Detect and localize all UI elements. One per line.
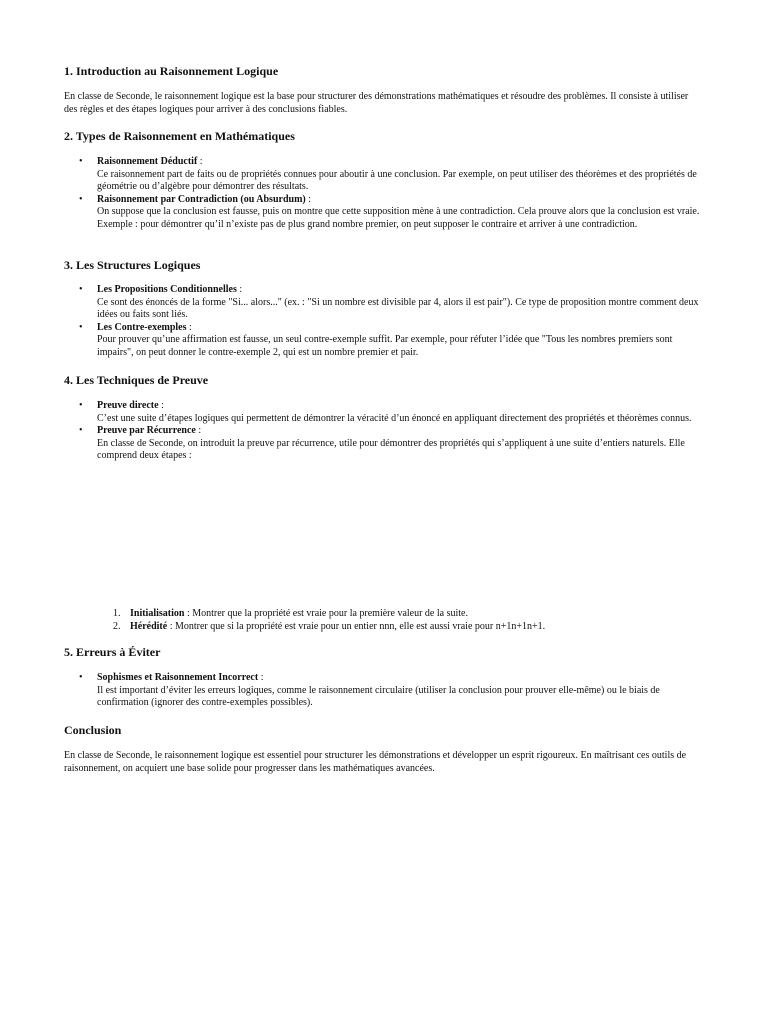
bullet-list [64, 156, 704, 232]
item-text: : Montrer que la propriété est vraie pour la première valeur de la suite. [184, 608, 468, 619]
list-item [64, 284, 704, 322]
item-description: Pour prouver qu’une affirmation est fausse, un seul contre-exemple suffit. Par exemple, pour réfuter l’idée que "Tous les nombres premiers sont impairs", on peut donner le contre-exemple 2, qui est un nombre premier et pair. [97, 334, 673, 358]
section-heading: 5. Erreurs à Éviter [64, 645, 161, 659]
section-errors-list [64, 672, 704, 710]
item-separator: : [195, 425, 202, 437]
item-separator: : [197, 156, 203, 167]
item-number: 2. [113, 620, 121, 632]
list-item [64, 400, 704, 425]
item-text: : Montrer que si la propriété est vraie pour un entier nnn, elle est aussi vraie pour n+1n+1n+1. [167, 620, 546, 632]
item-term: Sophismes et Raisonnement Incorrect [97, 672, 259, 683]
item-term: Les Contre-exemples [97, 321, 187, 333]
item-term: Initialisation [130, 608, 185, 619]
item-separator: : [258, 672, 264, 683]
item-separator: : [158, 400, 164, 411]
bullet-icon: • [79, 321, 83, 333]
bullet-icon: • [79, 672, 83, 683]
section-conclusion [64, 723, 704, 738]
item-description: Il est important d’éviter les erreurs logiques, comme le raisonnement circulaire (utiliser la conclusion pour prouver elle-même) ou le biais de confirmation (ignorer des contre-exemples possibles). [97, 684, 660, 709]
item-description: Ce sont des énoncés de la forme "Si... alors..." (ex. : "Si un nombre est divisible par 4, alors il est pair"). Ce type de proposition montre comment deux idées ou faits sont liés. [97, 296, 699, 321]
list-item [64, 156, 704, 194]
item-term: Hérédité [130, 620, 168, 632]
paragraph: En classe de Seconde, le raisonnement logique est la base pour structurer des démonstrations mathématiques et résoudre des problèmes. Il consiste à utiliser des règles et des étapes logiques pour arriver à des conclusions fiables. [64, 91, 689, 115]
list-item [64, 672, 704, 710]
item-term: Raisonnement par Contradiction (ou Absurdum) [97, 193, 306, 205]
bullet-list [64, 400, 704, 463]
item-term: Les Propositions Conditionnelles [97, 284, 237, 295]
section-structures [64, 258, 704, 273]
recurrence-steps [64, 608, 704, 633]
bullet-icon: • [79, 400, 83, 411]
bullet-icon: • [79, 156, 83, 167]
list-item [64, 194, 704, 232]
bullet-icon: • [79, 425, 83, 437]
list-item [64, 608, 704, 621]
item-term: Preuve par Récurrence [97, 425, 196, 437]
section-types-list [64, 156, 704, 232]
section-heading: 3. Les Structures Logiques [64, 258, 201, 272]
bullet-list [64, 672, 704, 710]
section-heading: Conclusion [64, 723, 122, 737]
numbered-list [64, 608, 704, 633]
section-heading: 4. Les Techniques de Preuve [64, 373, 209, 387]
item-description: Ce raisonnement part de faits ou de propriétés connues pour aboutir à une conclusion. Par exemple, on peut utiliser des théorèmes et des propriétés de géométrie ou d’algèbre pour démontrer des résultats. [97, 168, 697, 193]
section-introduction-body [64, 91, 704, 116]
section-errors [64, 645, 704, 660]
list-item [64, 425, 704, 463]
section-heading: 1. Introduction au Raisonnement Logique [64, 64, 279, 78]
section-introduction [64, 64, 704, 79]
item-number: 1. [113, 608, 121, 619]
item-description: On suppose que la conclusion est fausse, puis on montre que cette supposition mène à une contradiction. Cela prouve alors que la conclusion est vraie. Exemple : pour démontrer qu’il n’existe pas de plus grand nombre premier, on peut supposer le contraire et arriver à une contradiction. [97, 206, 700, 230]
section-conclusion-body [64, 750, 704, 775]
item-term: Raisonnement Déductif [97, 156, 198, 167]
item-separator: : [236, 284, 243, 295]
item-separator: : [305, 193, 312, 205]
list-item [64, 621, 704, 634]
section-techniques-list [64, 400, 704, 463]
bullet-list [64, 284, 704, 360]
item-separator: : [186, 321, 192, 333]
section-types [64, 129, 704, 144]
section-techniques [64, 373, 704, 388]
paragraph: En classe de Seconde, le raisonnement logique est essentiel pour structurer les démonstrations et développer un esprit rigoureux. En maîtrisant ces outils de raisonnement, on acquiert une base solide pour progresser dans les mathématiques avancées. [64, 750, 687, 774]
section-structures-list [64, 284, 704, 360]
section-heading: 2. Types de Raisonnement en Mathématiques [64, 129, 295, 143]
list-item [64, 322, 704, 360]
bullet-icon: • [79, 193, 83, 205]
item-description: C’est une suite d’étapes logiques qui permettent de démontrer la véracité d’un énoncé en appliquant directement des propriétés et théorèmes connus. [97, 412, 692, 424]
item-term: Preuve directe [97, 400, 159, 411]
item-description: En classe de Seconde, on introduit la preuve par récurrence, utile pour démontrer des propriétés qui s’appliquent à une suite d’entiers naturels. Elle comprend deux étapes : [97, 437, 685, 462]
bullet-icon: • [79, 284, 83, 295]
